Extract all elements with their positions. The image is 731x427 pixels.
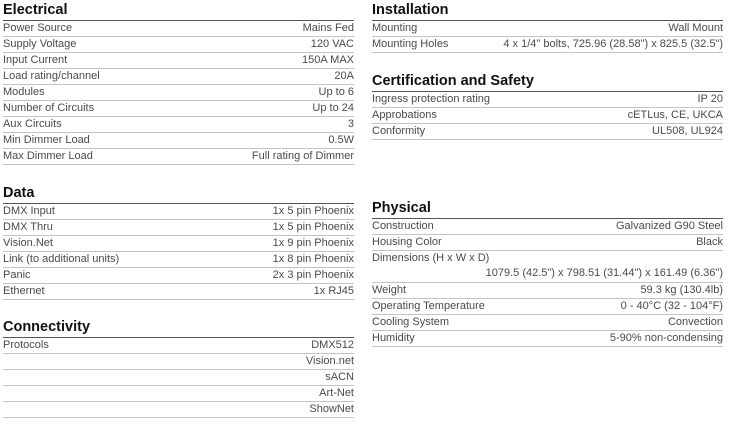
spec-value: 59.3 kg (130.4lb) <box>640 284 723 296</box>
spec-row <box>3 149 354 165</box>
electrical-title: Electrical <box>3 2 354 21</box>
spec-value: UL508, UL924 <box>652 125 723 137</box>
spec-value: 1x 8 pin Phoenix <box>272 253 354 265</box>
physical-rows <box>372 219 723 347</box>
certification-rows <box>372 92 723 140</box>
spec-label: Min Dimmer Load <box>3 134 90 146</box>
connectivity-title: Connectivity <box>3 319 354 338</box>
spec-value: Up to 24 <box>312 102 354 114</box>
spec-label: Humidity <box>372 332 415 344</box>
spec-value: 1x 5 pin Phoenix <box>272 205 354 217</box>
spec-label: Mounting <box>372 22 418 34</box>
spec-label: Load rating/channel <box>3 70 100 82</box>
spec-value: Black <box>696 236 723 248</box>
spec-value: ShowNet <box>309 403 354 415</box>
certification-section <box>372 73 723 140</box>
spec-row <box>3 220 354 236</box>
spec-value: 4 x 1/4" bolts, 725.96 (28.58") x 825.5 (32.5") <box>503 38 723 50</box>
spec-row <box>3 53 354 69</box>
spec-value: Wall Mount <box>668 22 723 34</box>
physical-title: Physical <box>372 200 723 219</box>
spec-label: Number of Circuits <box>3 102 95 114</box>
spec-value: Mains Fed <box>302 22 354 34</box>
spec-label: Link (to additional units) <box>3 253 120 265</box>
spec-label: Power Source <box>3 22 73 34</box>
spec-label: Construction <box>372 220 434 232</box>
data-section <box>3 185 354 300</box>
spec-label: Approbations <box>372 109 437 121</box>
spec-value: Up to 6 <box>318 86 354 98</box>
spec-value: Full rating of Dimmer <box>251 150 354 162</box>
certification-title: Certification and Safety <box>372 73 723 92</box>
electrical-section <box>3 2 354 165</box>
spec-value: 1079.5 (42.5") x 798.51 (31.44") x 161.49 (6.36") <box>485 267 723 279</box>
spec-value: 3 <box>347 118 354 130</box>
spec-row <box>3 370 354 386</box>
spec-row <box>3 284 354 300</box>
spec-row <box>3 268 354 284</box>
spec-label: Mounting Holes <box>372 38 449 50</box>
spec-row <box>372 92 723 108</box>
spec-value: Convection <box>667 316 723 328</box>
spec-row <box>372 299 723 315</box>
spec-label: Vision.Net <box>3 237 53 249</box>
spec-value: 0 - 40°C (32 - 104°F) <box>620 300 723 312</box>
spec-row <box>372 283 723 299</box>
spec-label: Protocols <box>3 339 49 351</box>
spec-value: 2x 3 pin Phoenix <box>272 269 354 281</box>
spec-row <box>372 108 723 124</box>
spec-value: 1x 5 pin Phoenix <box>272 221 354 233</box>
spec-label: Panic <box>3 269 31 281</box>
spec-label: Modules <box>3 86 45 98</box>
spec-row <box>3 69 354 85</box>
spec-value: 1x RJ45 <box>313 285 354 297</box>
spec-row <box>372 124 723 140</box>
spec-row <box>3 85 354 101</box>
spec-row <box>372 331 723 347</box>
spec-row <box>3 402 354 418</box>
spec-row <box>3 252 354 268</box>
spec-label: Supply Voltage <box>3 38 77 50</box>
data-rows <box>3 204 354 300</box>
data-title: Data <box>3 185 354 204</box>
spec-row <box>372 37 723 53</box>
spec-row <box>372 21 723 37</box>
spec-label: Max Dimmer Load <box>3 150 93 162</box>
spec-row <box>372 235 723 251</box>
spec-row <box>3 236 354 252</box>
spec-row <box>3 386 354 402</box>
installation-title: Installation <box>372 2 723 21</box>
connectivity-section <box>3 319 354 418</box>
spec-value: sACN <box>325 371 354 383</box>
installation-rows <box>372 21 723 53</box>
spec-label: Weight <box>372 284 407 296</box>
spec-value: Galvanized G90 Steel <box>615 220 723 232</box>
spec-value: 0.5W <box>328 134 354 146</box>
spec-row <box>3 117 354 133</box>
spec-label: Ingress protection rating <box>372 93 491 105</box>
spec-label: Cooling System <box>372 316 450 328</box>
spec-label: Ethernet <box>3 285 45 297</box>
spec-value: Vision.net <box>305 355 354 367</box>
spec-label: DMX Input <box>3 205 55 217</box>
spec-row <box>372 315 723 331</box>
spec-row <box>3 21 354 37</box>
spec-row <box>3 354 354 370</box>
spec-value: IP 20 <box>697 93 723 105</box>
physical-section <box>372 200 723 347</box>
spec-row <box>3 37 354 53</box>
spec-row <box>3 101 354 117</box>
spec-row <box>3 204 354 220</box>
spec-value: 20A <box>334 70 354 82</box>
spec-label: Input Current <box>3 54 68 66</box>
spec-label: Dimensions (H x W x D) <box>372 252 490 264</box>
spec-value: 120 VAC <box>310 38 354 50</box>
spec-row <box>3 133 354 149</box>
spec-value: 1x 9 pin Phoenix <box>272 237 354 249</box>
electrical-rows <box>3 21 354 165</box>
spec-value: cETLus, CE, UKCA <box>627 109 723 121</box>
connectivity-rows <box>3 338 354 418</box>
spec-label: Conformity <box>372 125 426 137</box>
installation-section <box>372 2 723 53</box>
spec-label: Housing Color <box>372 236 442 248</box>
spec-row <box>3 338 354 354</box>
spec-label: DMX Thru <box>3 221 53 233</box>
spec-row <box>372 251 723 283</box>
spec-label: Operating Temperature <box>372 300 485 312</box>
spec-value: Art-Net <box>319 387 354 399</box>
spec-value: 150A MAX <box>302 54 354 66</box>
spec-value: 5-90% non-condensing <box>609 332 723 344</box>
spec-value: DMX512 <box>311 339 354 351</box>
spec-label: Aux Circuits <box>3 118 62 130</box>
spec-row <box>372 219 723 235</box>
